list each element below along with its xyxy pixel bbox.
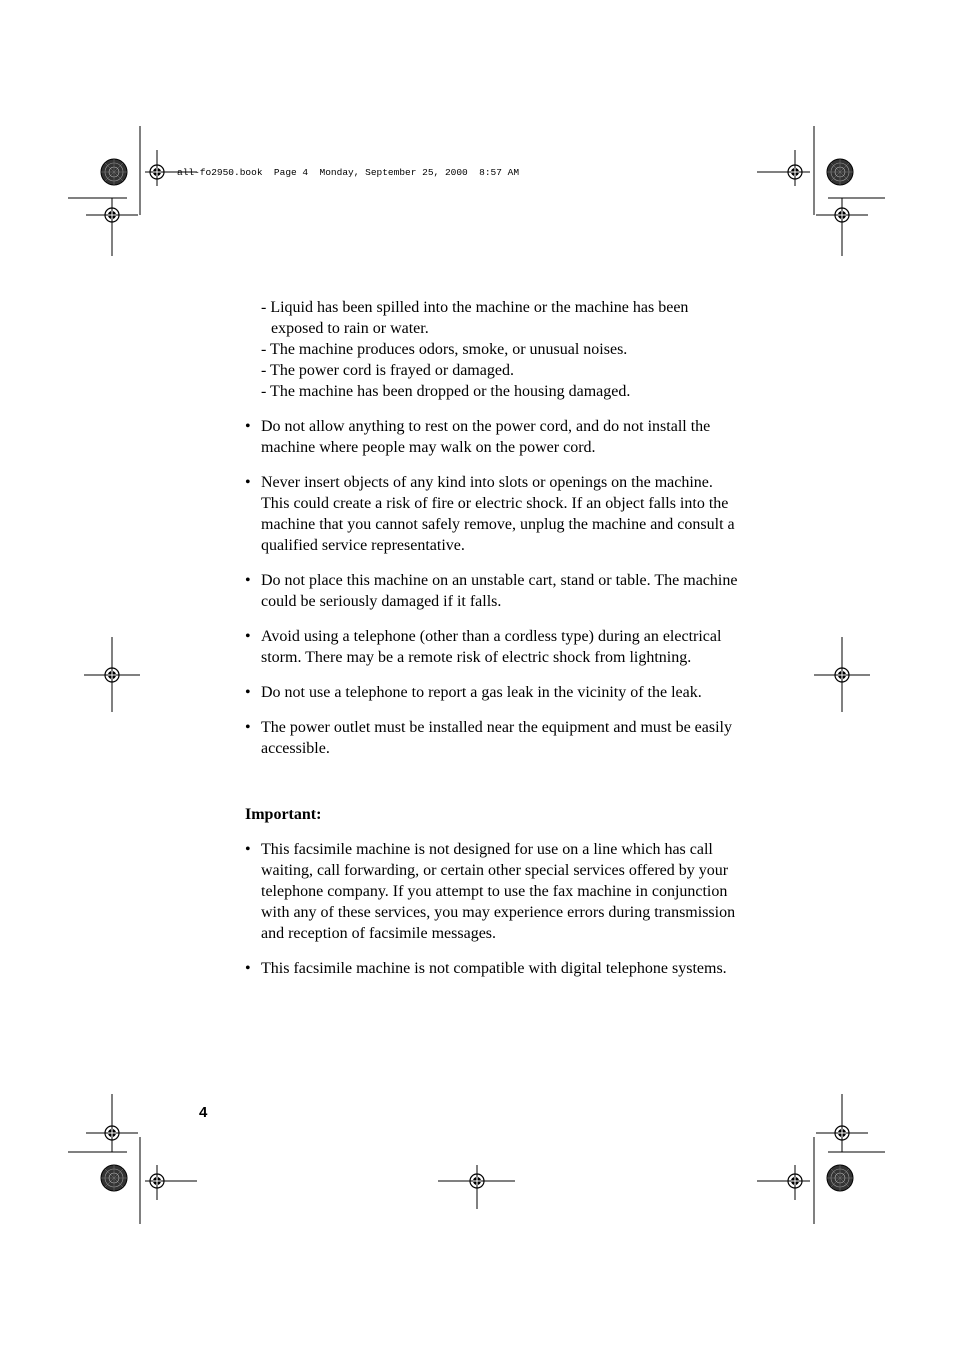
page-content — [245, 297, 740, 979]
bullet-glyph: • — [245, 719, 251, 736]
list-item-text: Never insert objects of any kind into slots or openings on the machine. This could create a risk of fire or electric shock. If an object falls into the machine that you cannot safely remove, unplug the machine and consult a qualified service representative. — [261, 474, 735, 554]
hazard-condition-list — [245, 297, 740, 402]
important-bullet-list — [245, 839, 740, 979]
bullet-glyph: • — [245, 474, 251, 491]
list-item-text: The power outlet must be installed near the equipment and must be easily accessible. — [261, 719, 732, 757]
bullet-glyph: • — [245, 960, 251, 977]
list-item-text: This facsimile machine is not designed for use on a line which has call waiting, call forwarding, or certain other special services offered by your telephone company. If you attempt to use the fax machine in conjunction with any of these services, you may experience errors during transmission and reception of facsimile messages. — [261, 841, 736, 942]
list-item: - The machine produces odors, smoke, or unusual noises. — [261, 341, 628, 358]
list-item — [245, 839, 740, 944]
list-item-text: Do not place this machine on an unstable cart, stand or table. The machine could be seriously damaged if it falls. — [261, 572, 738, 610]
bullet-glyph: • — [245, 418, 251, 435]
safety-bullet-list — [245, 416, 740, 759]
page-number: 4 — [199, 1104, 208, 1121]
list-item-text: Do not allow anything to rest on the power cord, and do not install the machine where people may walk on the power cord. — [261, 418, 711, 456]
important-heading: Important: — [245, 806, 322, 823]
bullet-glyph: • — [245, 628, 251, 645]
bullet-glyph: • — [245, 841, 251, 858]
list-item — [245, 958, 740, 979]
list-item — [245, 626, 740, 668]
list-item — [245, 472, 740, 556]
list-item-text: This facsimile machine is not compatible with digital telephone systems. — [261, 960, 727, 977]
list-item: - Liquid has been spilled into the machine or the machine has been exposed to rain or water. — [261, 299, 689, 337]
list-item-text: Avoid using a telephone (other than a cordless type) during an electrical storm. There may be a remote risk of electric shock from lightning. — [261, 628, 722, 666]
bullet-glyph: • — [245, 572, 251, 589]
list-item — [245, 717, 740, 759]
list-item — [245, 682, 740, 703]
list-item: - The power cord is frayed or damaged. — [261, 362, 514, 379]
list-item-text: Do not use a telephone to report a gas leak in the vicinity of the leak. — [261, 684, 702, 701]
print-slug-header: all-fo2950.book Page 4 Monday, September 25, 2000 8:57 AM — [177, 167, 520, 178]
list-item — [245, 570, 740, 612]
bullet-glyph: • — [245, 684, 251, 701]
list-item: - The machine has been dropped or the housing damaged. — [261, 383, 631, 400]
list-item — [245, 416, 740, 458]
